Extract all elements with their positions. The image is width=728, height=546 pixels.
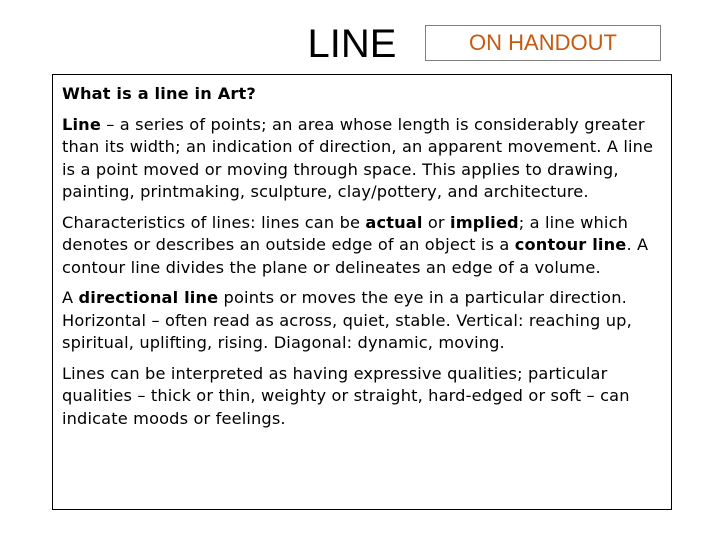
characteristics-text-3: ; a line which denotes or describes an outside edge of an object is a xyxy=(62,212,629,254)
page-title: LINE xyxy=(307,22,397,66)
term-actual: actual xyxy=(365,212,423,232)
directional-text-1: A xyxy=(62,288,79,307)
on-handout-label: ON HANDOUT xyxy=(469,30,617,55)
characteristics-text-2: or xyxy=(422,212,451,232)
term-line: Line xyxy=(62,114,101,134)
term-implied: implied xyxy=(450,212,519,232)
term-contour-line: contour line xyxy=(514,235,627,254)
characteristics-paragraph xyxy=(62,212,663,280)
characteristics-text-1: Characteristics of lines: lines can be xyxy=(62,212,366,232)
question-heading: What is a line in Art? xyxy=(62,84,256,103)
characteristics-text-4: . A contour line divides the plane or delineates an edge of a volume. xyxy=(62,235,649,277)
line-definition-text: – a series of points; an area whose length is considerably greater than its width; an indication of direction, an apparent movement. A line is a point moved or moving through space. This applies to drawing, painting, printmaking, sculpture, clay/pottery, and architecture. xyxy=(62,114,654,201)
expressive-qualities-paragraph: Lines can be interpreted as having expressive qualities; particular qualities – thick or thin, weighty or straight, hard-edged or soft – can indicate moods or feelings. xyxy=(62,363,630,428)
content-box xyxy=(52,74,672,510)
directional-line-paragraph xyxy=(62,287,663,355)
term-directional-line: directional line xyxy=(78,288,219,307)
line-definition-paragraph xyxy=(62,114,663,204)
directional-text-2: points or moves the eye in a particular direction. Horizontal – often read as across, quiet, stable. Vertical: reaching up, spiritual, uplifting, rising. Diagonal: dynamic, moving. xyxy=(62,288,632,352)
on-handout-badge xyxy=(425,25,661,61)
